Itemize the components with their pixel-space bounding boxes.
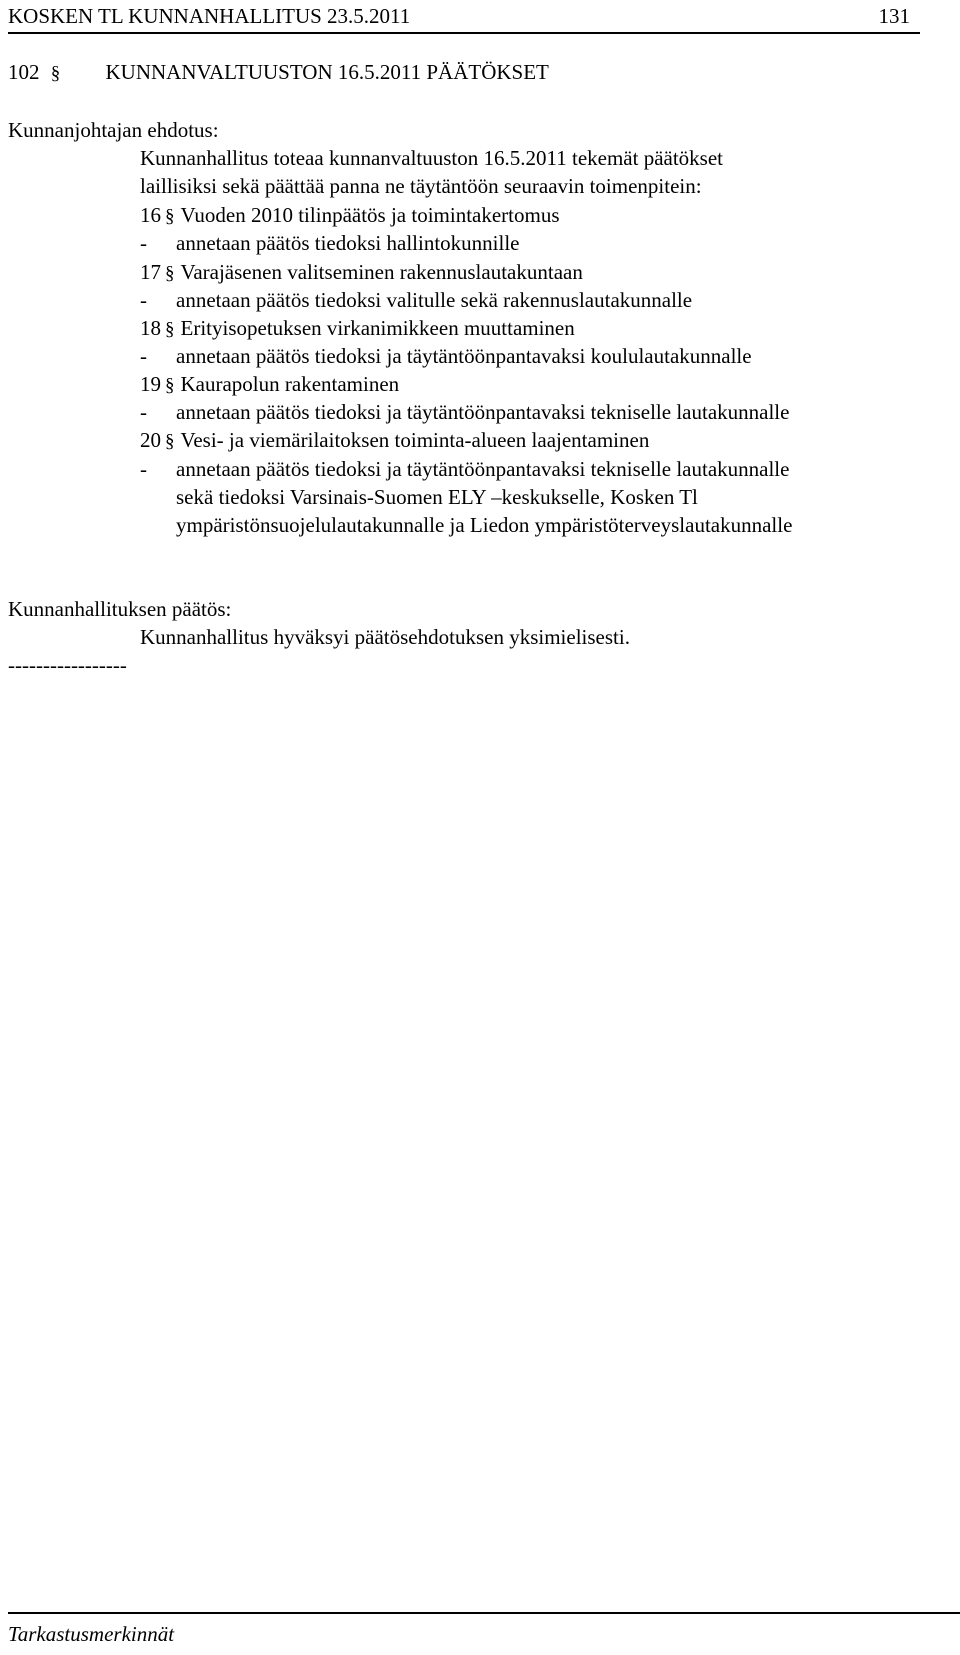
item-number: 19 bbox=[140, 372, 161, 396]
section-sign: § bbox=[165, 319, 175, 340]
proposal-label: Kunnanjohtajan ehdotus: bbox=[8, 118, 219, 142]
item-action-text: annetaan päätös tiedoksi hallintokunnille bbox=[176, 231, 520, 255]
section-sign: § bbox=[165, 375, 175, 396]
footer-divider bbox=[8, 1612, 960, 1614]
item-action-text: annetaan päätös tiedoksi ja täytäntöönpantavaksi tekniselle lautakunnalle bbox=[176, 457, 790, 481]
item-heading bbox=[140, 258, 583, 288]
item-number: 20 bbox=[140, 428, 161, 452]
section-sign: § bbox=[165, 263, 175, 284]
item-heading bbox=[140, 370, 399, 400]
item-heading bbox=[140, 426, 649, 456]
item-heading bbox=[140, 314, 575, 344]
section-number: 102 bbox=[8, 60, 40, 84]
page-number: 131 bbox=[878, 4, 910, 28]
item-title: Kaurapolun rakentaminen bbox=[180, 372, 400, 396]
item-action: - annetaan päätös tiedoksi ja täytäntöönpantavaksi tekniselle lautakunnalle bbox=[140, 457, 790, 481]
decision-label: Kunnanhallituksen päätös: bbox=[8, 597, 232, 621]
section-title: KUNNANVALTUUSTON 16.5.2011 PÄÄTÖKSET bbox=[105, 60, 549, 84]
item-title: Varajäsenen valitseminen rakennuslautakuntaan bbox=[180, 260, 583, 284]
section-sign: § bbox=[50, 63, 61, 84]
item-action-text: annetaan päätös tiedoksi ja täytäntöönpantavaksi koululautakunnalle bbox=[176, 344, 752, 368]
proposal-intro-line-2: laillisiksi sekä päättää panna ne täytäntöön seuraavin toimenpitein: bbox=[140, 174, 702, 198]
item-action: - annetaan päätös tiedoksi ja täytäntöönpantavaksi tekniselle lautakunnalle bbox=[140, 400, 790, 424]
decision-text: Kunnanhallitus hyväksyi päätösehdotuksen yksimielisesti. bbox=[140, 625, 630, 649]
item-number: 17 bbox=[140, 260, 161, 284]
item-action-continuation: ympäristönsuojelulautakunnalle ja Liedon ympäristöterveyslautakunnalle bbox=[176, 513, 793, 537]
item-action-text: annetaan päätös tiedoksi ja täytäntöönpantavaksi tekniselle lautakunnalle bbox=[176, 400, 790, 424]
item-heading bbox=[140, 201, 560, 231]
item-number: 18 bbox=[140, 316, 161, 340]
item-title: Vuoden 2010 tilinpäätös ja toimintakertomus bbox=[180, 203, 560, 227]
item-title: Erityisopetuksen virkanimikkeen muuttaminen bbox=[180, 316, 575, 340]
item-action-continuation: sekä tiedoksi Varsinais-Suomen ELY –keskukselle, Kosken Tl bbox=[176, 485, 698, 509]
item-number: 16 bbox=[140, 203, 161, 227]
footer-label: Tarkastusmerkinnät bbox=[8, 1622, 175, 1646]
section-sign: § bbox=[165, 431, 175, 452]
item-action-text: annetaan päätös tiedoksi valitulle sekä rakennuslautakunnalle bbox=[176, 288, 693, 312]
item-action: - annetaan päätös tiedoksi hallintokunnille bbox=[140, 231, 520, 255]
header-title: KOSKEN TL KUNNANHALLITUS 23.5.2011 bbox=[8, 4, 411, 28]
item-title: Vesi- ja viemärilaitoksen toiminta-alueen laajentaminen bbox=[180, 428, 650, 452]
page-header bbox=[8, 2, 920, 34]
item-action: - annetaan päätös tiedoksi valitulle sekä rakennuslautakunnalle bbox=[140, 288, 693, 312]
section-sign: § bbox=[165, 206, 175, 227]
item-action: - annetaan päätös tiedoksi ja täytäntöönpantavaksi koululautakunnalle bbox=[140, 344, 752, 368]
section-heading bbox=[8, 58, 549, 88]
proposal-intro-line-1: Kunnanhallitus toteaa kunnanvaltuuston 16.5.2011 tekemät päätökset bbox=[140, 146, 724, 170]
separator-line: ----------------- bbox=[8, 653, 127, 677]
